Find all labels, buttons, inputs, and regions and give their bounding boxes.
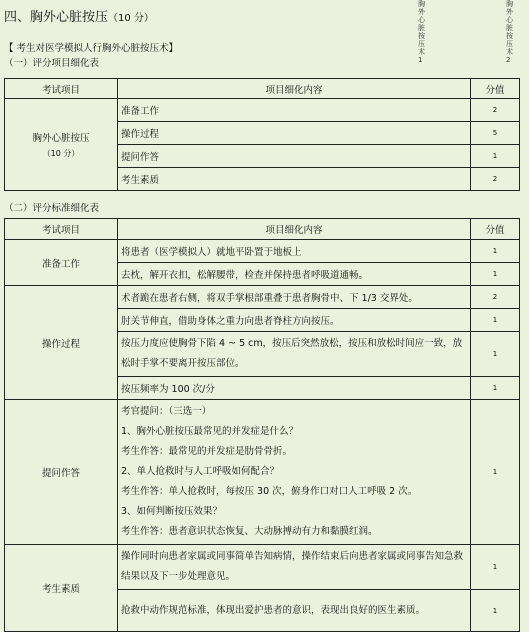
score-cell: 1	[471, 332, 520, 377]
section-heading-items: （一）评分项目细化表	[4, 58, 100, 69]
score-cell: 1	[471, 145, 520, 168]
column-header-content: 项目细化内容	[118, 219, 471, 240]
score-cell: 2	[471, 286, 520, 309]
score-cell: 1	[471, 309, 520, 332]
column-header-score: 分值	[471, 219, 520, 240]
content-cell: 操作过程	[118, 122, 471, 145]
section-heading-main: 【 考生对医学模拟人行胸外心脏按压术】	[4, 43, 179, 54]
table-row	[5, 99, 520, 122]
column-header-exam-item: 考试项目	[5, 219, 118, 240]
qa-line: 考官提问：（三选一）	[121, 406, 212, 417]
score-cell: 1	[471, 240, 520, 263]
table-row	[5, 545, 520, 590]
score-cell: 1	[471, 545, 520, 590]
side-note-2: 胸外心脏按压术2	[506, 0, 513, 64]
score-cell: 1	[471, 400, 520, 545]
content-cell: 按压力度应使胸骨下陷 4 ~ 5 cm，按压后突然放松，按压和放松时间应一致，放松时手掌不要离开按压部位。	[118, 332, 471, 377]
table-header-row	[5, 79, 520, 99]
table-row	[5, 240, 520, 263]
content-cell: 肘关节伸直，借助身体之重力向患者脊柱方向按压。	[118, 309, 471, 332]
score-cell: 5	[471, 122, 520, 145]
group-name-cell: 操作过程	[5, 286, 118, 400]
qa-line: 考生作答：最常见的并发症是肋骨骨折。	[121, 446, 293, 457]
qa-line: 3、如何判断按压效果？	[121, 506, 223, 517]
page-title-main: 四、胸外心脏按压	[4, 10, 109, 25]
group-name-cell: 提问作答	[5, 400, 118, 545]
content-cell: 考生素质	[118, 168, 471, 191]
table-row	[5, 400, 520, 545]
content-cell: 提问作答	[118, 145, 471, 168]
scoring-items-table	[4, 78, 520, 191]
content-cell: 按压频率为 100 次/分	[118, 377, 471, 400]
exam-item-name: 胸外心脏按压	[32, 133, 90, 144]
exam-item-cell	[5, 99, 118, 191]
content-cell: 准备工作	[118, 99, 471, 122]
column-header-content: 项目细化内容	[118, 79, 471, 99]
qa-cell	[118, 400, 471, 545]
section-heading-standards: （二）评分标准细化表	[4, 203, 100, 214]
content-cell: 操作同时向患者家属或同事简单告知病情，操作结束后向患者家属或同事告知急救结果以及下一步处理意见。	[118, 545, 471, 590]
content-cell: 术者跪在患者右侧，将双手掌根部重叠于患者胸骨中、下 1/3 交界处。	[118, 286, 471, 309]
page-title	[4, 6, 154, 25]
score-cell: 1	[471, 263, 520, 286]
content-cell: 去枕，解开衣扣，松解腰带，检查并保持患者呼吸道通畅。	[118, 263, 471, 286]
content-cell: 将患者（医学模拟人）就地平卧置于地板上	[118, 240, 471, 263]
score-cell: 1	[471, 377, 520, 400]
table-header-row	[5, 219, 520, 240]
page-title-score: （10 分）	[108, 13, 154, 24]
group-name-cell: 准备工作	[5, 240, 118, 286]
qa-line: 2、单人抢救时与人工呼吸如何配合？	[121, 466, 280, 477]
score-cell: 2	[471, 99, 520, 122]
group-name-cell: 考生素质	[5, 545, 118, 632]
exam-item-score: （10 分）	[42, 149, 80, 158]
column-header-exam-item: 考试项目	[5, 79, 118, 99]
qa-line: 1、胸外心脏按压最常见的并发症是什么？	[121, 426, 299, 437]
content-cell: 抢救中动作规范标准，体现出爱护患者的意识，表现出良好的医生素质。	[118, 590, 471, 632]
qa-line: 考生作答：单人抢救时，每按压 30 次，俯身作口对口人工呼吸 2 次。	[121, 486, 418, 497]
side-note-1: 胸外心脏按压术1	[418, 0, 425, 64]
column-header-score: 分值	[471, 79, 520, 99]
score-cell: 1	[471, 590, 520, 632]
qa-line: 考生作答：患者意识状态恢复、大动脉搏动有力和黏膜红润。	[121, 526, 378, 537]
score-cell: 2	[471, 168, 520, 191]
scoring-standards-table	[4, 218, 520, 632]
table-row	[5, 286, 520, 309]
